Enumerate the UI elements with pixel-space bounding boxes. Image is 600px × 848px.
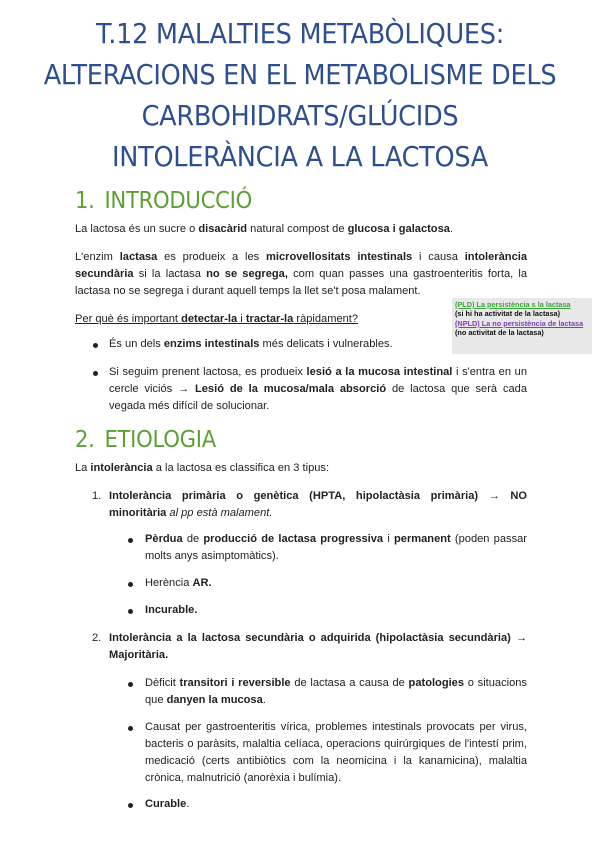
list-item (145, 719, 527, 787)
heading-etiologia (75, 427, 216, 453)
text-run: i causa (412, 251, 465, 263)
text-run: danyen la mucosa (166, 694, 263, 706)
text-run: de lactasa a causa de (290, 677, 409, 689)
text-run: (poden passar molts anys asimptomàtics). (145, 533, 527, 562)
etiology-intro (75, 460, 527, 477)
text-run: Pèrdua (145, 533, 183, 545)
text-run: es produeix a les (157, 251, 267, 263)
title-line-4: INTOLERÀNCIA A LA LACTOSA (111, 141, 489, 173)
list-item (109, 336, 527, 353)
note-line-npld: (NPLD) La no persistència de lactasa (455, 318, 584, 328)
text-run: Incurable. (145, 604, 198, 616)
heading-introduccio (75, 188, 252, 214)
text-run: AR. (192, 577, 212, 589)
text-run: Per què és important (75, 313, 182, 325)
heading-number: 2. (75, 427, 95, 453)
text-run: L'enzim (75, 251, 120, 263)
list-number: 2. (92, 632, 102, 644)
list-item (109, 364, 527, 415)
bullet-icon (128, 609, 133, 614)
text-run: lactasa (119, 251, 158, 263)
text-run: o situacions que (145, 677, 527, 706)
text-run: Intolerància a la lactosa secundària o adquirida (hipolactàsia secundària) → Majoritària. (109, 632, 527, 661)
bullet-icon (128, 726, 133, 731)
text-run: no se segrega, (206, 268, 288, 280)
bullet-icon (128, 582, 133, 587)
etiology-type-primary (109, 488, 527, 522)
text-run: detectar-la (181, 313, 238, 325)
list-item (145, 531, 527, 565)
heading-text: ETIOLOGIA (104, 427, 216, 453)
text-run: intolerància secundària (75, 251, 527, 280)
list-item (145, 675, 527, 709)
text-run: més delicats i vulnerables. (259, 338, 393, 350)
bullet-icon (128, 682, 133, 687)
list-item (145, 796, 527, 813)
intro-paragraph-2 (75, 249, 527, 300)
text-run: i (383, 533, 394, 545)
bullet-icon (93, 371, 98, 376)
heading-number: 1. (75, 188, 95, 214)
note-line-pld: (PLD) La persistència s la lactasa (455, 300, 571, 309)
list-number: 1. (92, 490, 102, 502)
text-run: tractar-la (245, 313, 294, 325)
text-run: La (75, 462, 91, 474)
text-run: de (182, 533, 204, 545)
note-line-2: (si hi ha activitat de la lactasa) (455, 309, 561, 319)
text-run: . (186, 798, 190, 810)
text-run: . (449, 223, 454, 235)
text-run: Causat per gastroenteritis vírica, problemes intestinals provocats per virus, bacteris o paràsits, malaltia celíaca, operacions quirúrgiques de l'intestí prim, medicació (certs antibiòtics com la neomicina i la kanamicina), malaltia crònica, malnutrició (anorèxia i bulímia). (145, 721, 527, 784)
text-run: lesió a la mucosa intestinal (306, 366, 453, 378)
etiology-type-secondary (109, 630, 527, 664)
bullet-icon (93, 343, 98, 348)
text-run: si la lactasa (133, 268, 207, 280)
text-run: . (262, 694, 266, 706)
text-run: Si seguim prenent lactosa, es produeix (109, 366, 307, 378)
text-run: natural compost de (247, 223, 348, 235)
text-run: transitori i reversible (179, 677, 291, 689)
text-run: ràpidament? (293, 313, 359, 325)
text-run: Curable (145, 798, 187, 810)
text-run: La lactosa és un sucre o (75, 223, 199, 235)
text-run: de lactosa que serà cada vegada més difícil de solucionar. (109, 383, 527, 412)
text-run: producció de lactasa progressiva (203, 533, 384, 545)
text-run: al pp està malament. (166, 507, 273, 519)
intro-paragraph-1 (75, 221, 527, 238)
title-line-2: ALTERACIONS EN EL METABOLISME DELS (43, 59, 557, 91)
text-run: i s'entra en un cercle viciós (109, 366, 527, 395)
text-run: enzims intestinals (163, 338, 260, 350)
text-run: Herència (145, 577, 193, 589)
text-run: com quan passes una gastroenteritis forta, la lactasa no se segrega i durant aquell temps la llet se't posa malament. (75, 268, 528, 297)
text-run: intolerància (90, 462, 153, 474)
title-line-1: T.12 MALALTIES METABÒLIQUES: (95, 18, 505, 50)
note-line-4: (no activitat de la lactasa) (455, 328, 544, 338)
text-run: a la lactosa es classifica en 3 tipus: (152, 462, 330, 474)
text-run: disacàrid (198, 223, 248, 235)
document-title (21, 14, 579, 178)
list-item (145, 602, 527, 619)
text-run: glucosa i galactosa (347, 223, 450, 235)
title-line-3: CARBOHIDRATS/GLÚCIDS (141, 100, 459, 132)
list-item (145, 575, 527, 592)
heading-text: INTRODUCCIÓ (104, 188, 252, 214)
text-run: permanent (394, 533, 451, 545)
text-run: Intolerància primària o genètica (HPTA, hipolactàsia primària) → NO minoritària (109, 490, 527, 519)
text-run: patologies (408, 677, 465, 689)
text-run: → Lesió de la mucosa/mala absorció (178, 383, 387, 395)
bullet-icon (128, 538, 133, 543)
intro-question (75, 311, 455, 328)
text-run: microvellositats intestinals (266, 251, 413, 263)
text-run: Dèficit (145, 677, 180, 689)
text-run: i (237, 313, 246, 325)
bullet-icon (128, 803, 133, 808)
text-run: És un dels (109, 338, 164, 350)
